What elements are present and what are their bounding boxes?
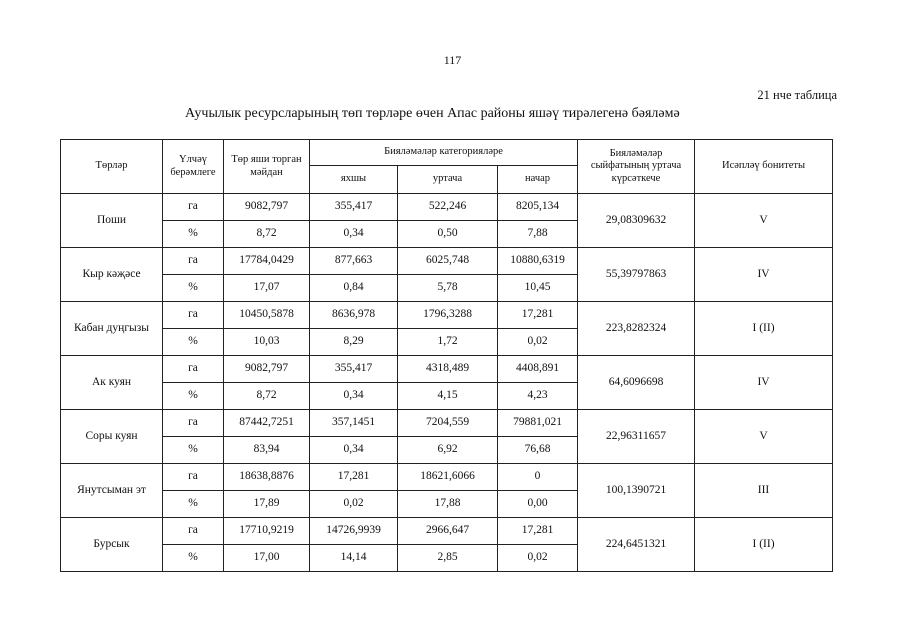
medium-ha-cell: 2966,647 [398, 518, 498, 545]
poor-pct-cell: 0,02 [498, 545, 578, 572]
species-name: Соры куян [61, 410, 163, 464]
good-ha-cell: 357,1451 [310, 410, 398, 437]
bonitet-cell: III [695, 464, 833, 518]
poor-ha-cell: 17,281 [498, 518, 578, 545]
poor-pct-cell: 0,02 [498, 329, 578, 356]
good-ha-cell: 17,281 [310, 464, 398, 491]
header-categories: Бияләмәләр категорияләре [310, 140, 578, 166]
header-species: Төрләр [61, 140, 163, 194]
medium-pct-cell: 0,50 [398, 221, 498, 248]
header-poor: начар [498, 166, 578, 194]
bonitet-cell: IV [695, 248, 833, 302]
avg-quality-cell: 223,8282324 [578, 302, 695, 356]
header-medium: уртача [398, 166, 498, 194]
good-pct-cell: 0,02 [310, 491, 398, 518]
medium-pct-cell: 1,72 [398, 329, 498, 356]
unit-ha-cell: га [163, 464, 224, 491]
poor-ha-cell: 8205,134 [498, 194, 578, 221]
good-pct-cell: 14,14 [310, 545, 398, 572]
poor-ha-cell: 79881,021 [498, 410, 578, 437]
species-name: Кыр кәҗәсе [61, 248, 163, 302]
header-avg-quality: Бияләмәләр сыйфатының уртача күрсәткече [578, 140, 695, 194]
good-ha-cell: 877,663 [310, 248, 398, 275]
bonitet-cell: IV [695, 356, 833, 410]
total-area-ha-cell: 17710,9219 [224, 518, 310, 545]
unit-ha-cell: га [163, 410, 224, 437]
page-number: 117 [443, 53, 462, 67]
bonitet-cell: V [695, 194, 833, 248]
species-name: Бурсык [61, 518, 163, 572]
poor-ha-cell: 17,281 [498, 302, 578, 329]
total-area-ha-cell: 18638,8876 [224, 464, 310, 491]
species-name: Ак куян [61, 356, 163, 410]
unit-pct-cell: % [163, 437, 224, 464]
poor-pct-cell: 4,23 [498, 383, 578, 410]
unit-ha-cell: га [163, 356, 224, 383]
medium-ha-cell: 4318,489 [398, 356, 498, 383]
avg-quality-cell: 22,96311657 [578, 410, 695, 464]
total-area-pct-cell: 17,07 [224, 275, 310, 302]
medium-ha-cell: 7204,559 [398, 410, 498, 437]
total-area-pct-cell: 17,00 [224, 545, 310, 572]
unit-ha-cell: га [163, 248, 224, 275]
species-name: Кабан дуңгызы [61, 302, 163, 356]
good-pct-cell: 8,29 [310, 329, 398, 356]
unit-pct-cell: % [163, 383, 224, 410]
good-pct-cell: 0,34 [310, 383, 398, 410]
total-area-pct-cell: 17,89 [224, 491, 310, 518]
table-row [61, 410, 833, 437]
avg-quality-cell: 55,39797863 [578, 248, 695, 302]
header-good: яхшы [310, 166, 398, 194]
poor-ha-cell: 10880,6319 [498, 248, 578, 275]
total-area-ha-cell: 9082,797 [224, 194, 310, 221]
total-area-ha-cell: 10450,5878 [224, 302, 310, 329]
unit-pct-cell: % [163, 221, 224, 248]
poor-pct-cell: 7,88 [498, 221, 578, 248]
poor-ha-cell: 4408,891 [498, 356, 578, 383]
good-ha-cell: 8636,978 [310, 302, 398, 329]
table-number: 21 нче таблица [757, 88, 837, 102]
unit-ha-cell: га [163, 518, 224, 545]
table-body [61, 194, 833, 572]
poor-pct-cell: 0,00 [498, 491, 578, 518]
species-name: Янутсыман эт [61, 464, 163, 518]
medium-pct-cell: 17,88 [398, 491, 498, 518]
bonitet-cell: I (II) [695, 518, 833, 572]
avg-quality-cell: 100,1390721 [578, 464, 695, 518]
table-row [61, 248, 833, 275]
total-area-pct-cell: 10,03 [224, 329, 310, 356]
medium-pct-cell: 5,78 [398, 275, 498, 302]
good-pct-cell: 0,84 [310, 275, 398, 302]
table-title: Аучылык ресурсларының төп төрләре өчен Апас районы яшәү тирәлегенә бәяләмә [185, 106, 680, 121]
medium-ha-cell: 522,246 [398, 194, 498, 221]
table-row [61, 464, 833, 491]
table-row [61, 518, 833, 545]
header-bonitet: Исәпләү бонитеты [695, 140, 833, 194]
unit-pct-cell: % [163, 329, 224, 356]
medium-pct-cell: 6,92 [398, 437, 498, 464]
bonitet-cell: V [695, 410, 833, 464]
total-area-pct-cell: 8,72 [224, 221, 310, 248]
total-area-ha-cell: 9082,797 [224, 356, 310, 383]
unit-ha-cell: га [163, 302, 224, 329]
medium-ha-cell: 1796,3288 [398, 302, 498, 329]
unit-pct-cell: % [163, 545, 224, 572]
header-unit: Үлчәү берәмлеге [163, 140, 224, 194]
unit-pct-cell: % [163, 275, 224, 302]
good-ha-cell: 14726,9939 [310, 518, 398, 545]
unit-pct-cell: % [163, 491, 224, 518]
medium-pct-cell: 2,85 [398, 545, 498, 572]
bonitet-cell: I (II) [695, 302, 833, 356]
medium-ha-cell: 18621,6066 [398, 464, 498, 491]
good-pct-cell: 0,34 [310, 221, 398, 248]
total-area-ha-cell: 87442,7251 [224, 410, 310, 437]
total-area-pct-cell: 8,72 [224, 383, 310, 410]
table-row [61, 194, 833, 221]
avg-quality-cell: 64,6096698 [578, 356, 695, 410]
avg-quality-cell: 29,08309632 [578, 194, 695, 248]
species-name: Поши [61, 194, 163, 248]
avg-quality-cell: 224,6451321 [578, 518, 695, 572]
total-area-ha-cell: 17784,0429 [224, 248, 310, 275]
medium-pct-cell: 4,15 [398, 383, 498, 410]
table-row [61, 356, 833, 383]
good-ha-cell: 355,417 [310, 356, 398, 383]
good-pct-cell: 0,34 [310, 437, 398, 464]
poor-pct-cell: 76,68 [498, 437, 578, 464]
good-ha-cell: 355,417 [310, 194, 398, 221]
poor-ha-cell: 0 [498, 464, 578, 491]
table-row [61, 302, 833, 329]
poor-pct-cell: 10,45 [498, 275, 578, 302]
habitat-assessment-table [60, 139, 833, 572]
unit-ha-cell: га [163, 194, 224, 221]
header-total-area: Төр яши торган мәйдан [224, 140, 310, 194]
total-area-pct-cell: 83,94 [224, 437, 310, 464]
medium-ha-cell: 6025,748 [398, 248, 498, 275]
